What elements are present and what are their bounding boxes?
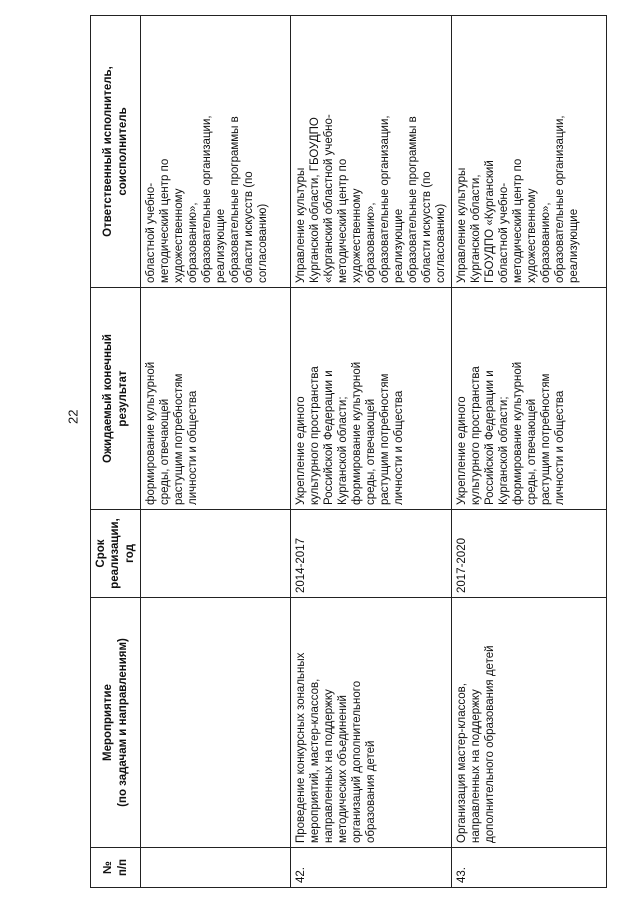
table-row (141, 16, 291, 888)
cell-executor: областной учебно- методический центр по художественному образованию», образовательные организации, реализующие образовательные программы в области искусств (по согласованию) (141, 16, 291, 288)
cell-num: 43. (452, 848, 607, 888)
table-header-row (91, 16, 141, 888)
cell-result: Укрепление единого культурного пространства Российской Федерации и Курганской области; формирование культурной среды, отвечающей растущим потребностям личности и общества (452, 288, 607, 510)
events-table (90, 15, 607, 888)
header-event: Мероприятие (по задачам и направлениям) (91, 598, 141, 848)
header-term: Срок реализации, год (91, 510, 141, 598)
cell-term (141, 510, 291, 598)
cell-event (141, 598, 291, 848)
header-num: № п/п (91, 848, 141, 888)
cell-result: формирование культурной среды, отвечающей растущим потребностям личности и общества (141, 288, 291, 510)
header-executor: Ответственный исполнитель, соисполнитель (91, 16, 141, 288)
cell-num: 42. (291, 848, 452, 888)
cell-executor: Управление культуры Курганской области, ГБОУДПО «Курганский областной учебно- методический центр по художественному образованию», образовательные организации, реализующие (452, 16, 607, 288)
cell-event: Проведение конкурсных зональных мероприятий, мастер-классов, направленных на поддержку методических объединений организаций дополнительного образования детей (291, 598, 452, 848)
table-row (291, 16, 452, 888)
cell-term: 2017-2020 (452, 510, 607, 598)
cell-term: 2014-2017 (291, 510, 452, 598)
cell-executor: Управление культуры Курганской области, ГБОУДПО «Курганский областной учебно- методический центр по художественному образованию», образовательные организации, реализующие образовательные программы в области искусств (по согласованию) (291, 16, 452, 288)
cell-result: Укрепление единого культурного пространства Российской Федерации и Курганской области; формирование культурной среды, отвечающей растущим потребностям личности и общества (291, 288, 452, 510)
table-container (90, 16, 600, 888)
table-row (452, 16, 607, 888)
header-result: Ожидаемый конечный результат (91, 288, 141, 510)
cell-event: Организация мастер-классов, направленных на поддержку дополнительного образования детей (452, 598, 607, 848)
page-number: 22 (65, 409, 81, 425)
cell-num (141, 848, 291, 888)
